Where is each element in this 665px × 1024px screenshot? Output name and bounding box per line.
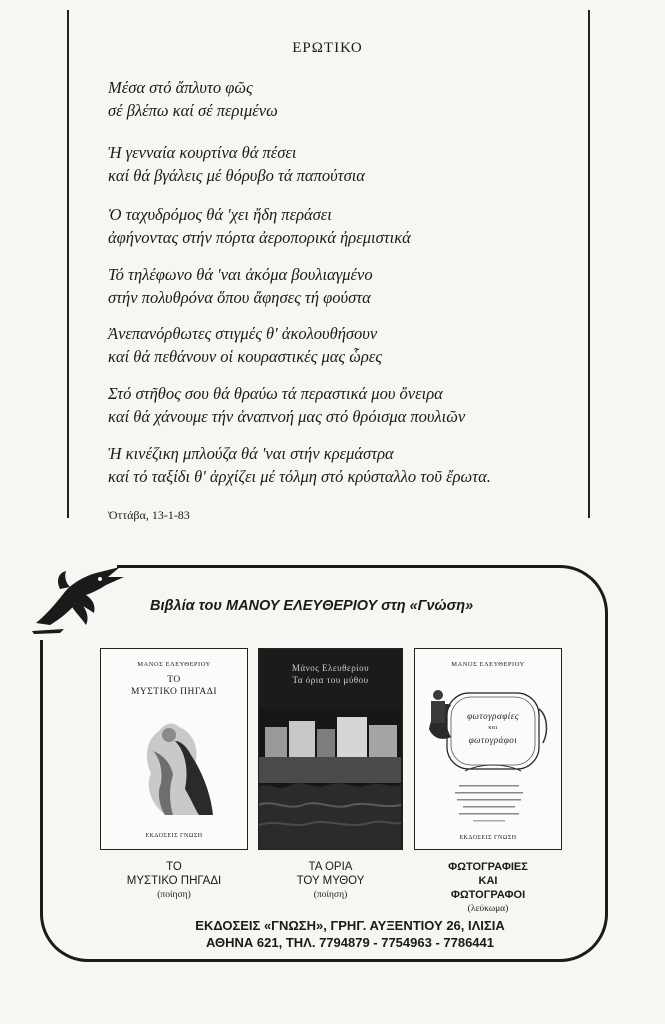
stanza bbox=[108, 141, 578, 187]
verse-line: καί τό ταξίδι θ' ἀρχίζει μέ τόλμη στό κρύσταλλο τοῦ ἔρωτα. bbox=[108, 467, 491, 486]
cover-author: ΜΑΝΟΣ ΕΛΕΥΘΕΡΙΟΥ bbox=[137, 661, 211, 668]
cover-author: ΜΑΝΟΣ ΕΛΕΥΘΕΡΙΟΥ bbox=[451, 661, 525, 668]
right-margin-rule bbox=[588, 10, 590, 518]
caption-title: ΤΟΥ ΜΥΘΟΥ bbox=[296, 875, 365, 887]
caption-title: ΚΑΙ bbox=[478, 875, 498, 887]
stanza bbox=[108, 442, 578, 488]
stanza bbox=[108, 322, 578, 368]
poem-title: ΕΡΩΤΙΚΟ bbox=[292, 40, 363, 56]
verse-line: στήν πολυθρόνα ὅπου ἄφησες τή φούστα bbox=[108, 288, 371, 307]
stanza bbox=[108, 203, 578, 249]
book-caption bbox=[258, 860, 403, 902]
cover-small-text-icon bbox=[449, 783, 529, 825]
cover-illustration-icon bbox=[129, 711, 221, 819]
caption-title: ΤΟ bbox=[166, 861, 182, 873]
verse-line: ἀφήνοντας στήν πόρτα ἀεροπορικά ἠρεμιστικά bbox=[108, 228, 411, 247]
book-cover bbox=[414, 648, 562, 850]
verse-line: σέ βλέπω καί σέ περιμένω bbox=[108, 101, 278, 120]
cover-author: Μάνος Ελευθερίου bbox=[291, 663, 370, 673]
verse-line: Ἀνεπανόρθωτες στιγμές θ' ἀκολουθήσουν bbox=[108, 324, 378, 343]
left-margin-rule bbox=[67, 10, 69, 518]
cover-title: φωτογραφίες bbox=[467, 711, 519, 721]
verse-line: Ἡ κινέζικη μπλούζα θά 'ναι στήν κρεμάστρα bbox=[108, 444, 394, 463]
publisher-phone: ΑΘΗΝΑ 621, ΤΗΛ. 7794879 - 7754963 - 7786441 bbox=[206, 935, 494, 950]
caption-title: ΜΥΣΤΙΚΟ ΠΗΓΑΔΙ bbox=[126, 875, 222, 887]
verse-line: Ὁ ταχυδρόμος θά 'χει ἤδη περάσει bbox=[108, 205, 332, 224]
book-caption bbox=[414, 860, 562, 916]
caption-title: ΦΩΤΟΓΡΑΦΙΕΣ bbox=[448, 861, 528, 873]
caption-title: ΦΩΤΟΓΡΑΦΟΙ bbox=[450, 889, 526, 901]
verse-line: καί θά βγάλεις μέ θόρυβο τά παπούτσια bbox=[108, 166, 365, 185]
publisher-logo-icon bbox=[30, 563, 130, 635]
caption-title: ΤΑ ΟΡΙΑ bbox=[308, 861, 353, 873]
verse-line: Τό τηλέφωνο θά 'ναι ἀκόμα βουλιαγμένο bbox=[108, 265, 373, 284]
poem-dateline: Ὀττάβα, 13-1-83 bbox=[108, 508, 190, 522]
verse-line: καί θά χάνουμε τήν ἀναπνοή μας στό θρόισμα πουλιῶν bbox=[108, 407, 466, 426]
verse-line: καί θά πεθάνουν οἱ κουραστικές μας ὧρες bbox=[108, 347, 382, 366]
book-cover bbox=[100, 648, 248, 850]
book-cover bbox=[258, 648, 403, 850]
caption-genre: (λεύκωμα) bbox=[467, 904, 509, 914]
advertisement-heading: Βιβλία του ΜΑΝΟΥ ΕΛΕΥΘΕΡΙΟΥ στη «Γνώση» bbox=[150, 598, 474, 614]
cover-title: και bbox=[488, 725, 498, 731]
cover-title: Τα όρια του μύθου bbox=[292, 675, 369, 685]
caption-genre: (ποίηση) bbox=[157, 890, 191, 900]
stanza bbox=[108, 263, 578, 309]
verse-line: Μέσα στό ἄπλυτο φῶς bbox=[108, 78, 253, 97]
book-caption bbox=[100, 860, 248, 902]
caption-genre: (ποίηση) bbox=[313, 890, 348, 900]
cover-title: ΤΟ bbox=[167, 675, 181, 685]
cover-photo-icon bbox=[259, 709, 401, 849]
cover-title: ΜΥΣΤΙΚΟ ΠΗΓΑΔΙ bbox=[130, 687, 218, 697]
verse-line: Ἡ γενναία κουρτίνα θά πέσει bbox=[108, 143, 297, 162]
publisher-address: ΕΚΔΟΣΕΙΣ «ΓΝΩΣΗ», ΓΡΗΓ. ΑΥΞΕΝΤΙΟΥ 26, ΙΛΙΣΙΑ bbox=[195, 918, 505, 933]
stanza bbox=[108, 382, 578, 428]
stanza bbox=[108, 76, 578, 122]
verse-line: Στό στῆθος σου θά θραύω τά περαστικά μου ὄνειρα bbox=[108, 384, 443, 403]
cover-publisher: ΕΚΔΟΣΕΙΣ ΓΝΩΣΗ bbox=[145, 833, 203, 839]
cover-title: φωτογράφοι bbox=[468, 735, 518, 745]
cover-publisher: ΕΚΔΟΣΕΙΣ ΓΝΩΣΗ bbox=[459, 835, 517, 841]
